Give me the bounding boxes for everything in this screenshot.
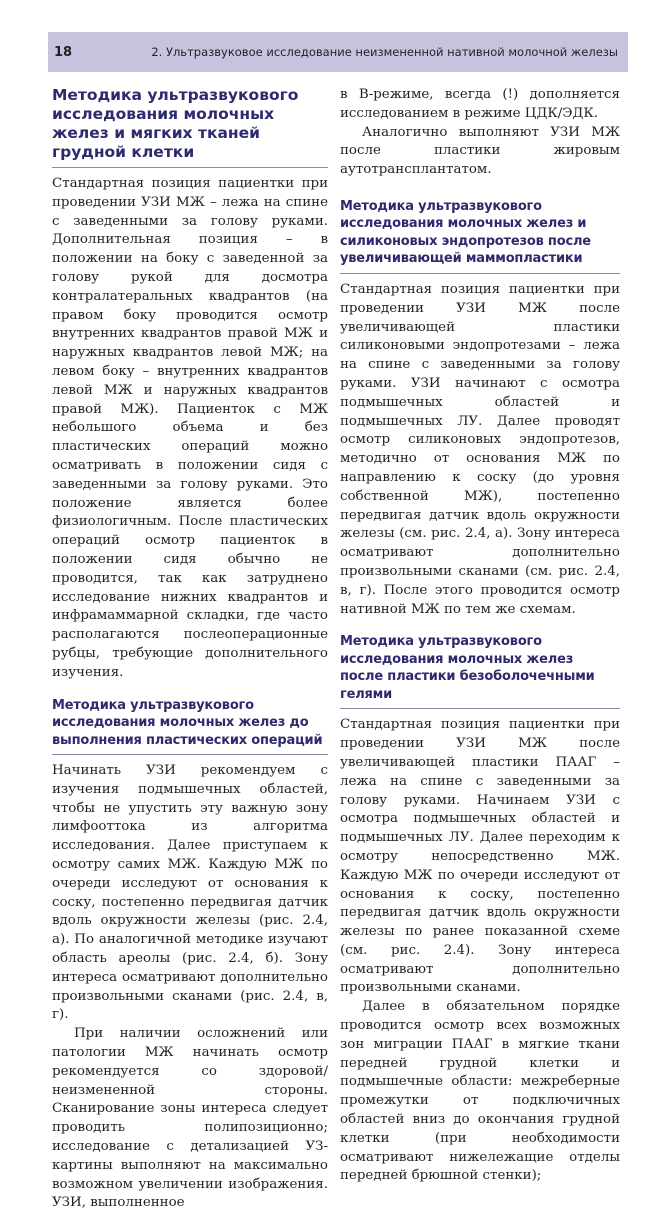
right-column [340, 86, 620, 1186]
section-heading-silicone-implants: Методика ультразвукового исследования молочных желез и силиконовых эндопротезов после увеличивающей маммопластики [340, 198, 620, 274]
paragraph-silicone-implants: Стандартная позиция пациентки при проведении УЗИ МЖ после увеличивающей пластики силиконовыми эндопротезами – лежа на спине с заведенными за голову руками. УЗИ начинают с осмотра подмышечных областей и подмышечных ЛУ. Далее проводят осмотр силиконовых эндопротезов, методично от основания МЖ по направлению к соску (до уровня собственной МЖ), постепенно передвигая датчик вдоль окружности железы (см. рис. 2.4, а). Зону интереса осматривают дополнительно произвольными сканами (см. рис. 2.4, в, г). После этого проводится осмотр нативной МЖ по тем же схемам. [340, 281, 620, 617]
page-number: 18 [54, 44, 73, 60]
section-heading-gel-plasty: Методика ультразвукового исследования молочных желез после пластики безоболочечными гелями [340, 633, 620, 709]
paragraph-before-surgery-2: При наличии осложнений или патологии МЖ начинать осмотр рекомендуется со здоровой/неизмененной стороны. Сканирование зоны интереса следует проводить полипозиционно; исследование с детализацией УЗ-картины выполняют на максимально возможном увеличении изображения. УЗИ, выполненное [52, 1026, 328, 1211]
paragraph-gel-plasty-1: Стандартная позиция пациентки при проведении УЗИ МЖ после увеличивающей пластики ПААГ – лежа на спине с заведенными за голову руками. Начинаем УЗИ с осмотра подмышечных областей и подмышечных ЛУ. Далее переходим к осмотру непосредственно МЖ. Каждую МЖ по очереди исследуют от основания к соску, постепенно передвигая датчик вдоль окружности железы по ранее показанной схеме (см. рис. 2.4). Зону интереса осматривают дополнительно произвольными сканами. [340, 717, 620, 996]
running-header [48, 32, 628, 72]
paragraph-continuation: в В-режиме, всегда (!) дополняется исследованием в режиме ЦДК/ЭДК. [340, 87, 620, 121]
paragraph-before-surgery-1: Начинать УЗИ рекомендуем с изучения подмышечных областей, чтобы не упустить эту важную зону лимфооттока из алгоритма исследования. Далее приступаем к осмотру самих МЖ. Каждую МЖ по очереди исследуют от основания к соску, постепенно передвигая датчик вдоль окружности железы (рис. 2.4, а). По аналогичной методике изучают область ареолы (рис. 2.4, б). Зону интереса осматривают дополнительно произвольными сканами (рис. 2.4, в, г). [52, 763, 328, 1023]
section-heading-before-surgery: Методика ультразвукового исследования молочных желез до выполнения пластических операций [52, 697, 328, 756]
paragraph-standard-position: Стандартная позиция пациентки при проведении УЗИ МЖ – лежа на спине с заведенными за голову руками. Дополнительная позиция – в положении на боку с заведенной за голову рукой для досмотра контралатеральных квадрантов (на правом боку проводится осмотр внутренних квадрантов правой МЖ и наружных квадрантов левой МЖ; на левом боку – внутренних квадрантов левой МЖ и наружных квадрантов правой МЖ). Пациенток с МЖ небольшого объема и без пластических операций можно осматривать в положении сидя с заведенными за голову руками. Это положение является более физиологичным. После пластических операций осмотр пациенток в положении сидя обычно не проводится, так как затруднено исследование нижних квадрантов и инфрамаммарной складки, где часто располагаются послеоперационные рубцы, требующие дополнительного изучения. [52, 176, 328, 680]
section-heading-methodology: Методика ультразвукового исследования молочных желез и мягких тканей грудной клетки [52, 86, 328, 168]
paragraph-fat-graft: Аналогично выполняют УЗИ МЖ после пластики жировым аутотрансплантатом. [340, 124, 620, 178]
running-title: 2. Ультразвуковое исследование неизмененной нативной молочной железы [151, 45, 618, 59]
paragraph-gel-plasty-2: Далее в обязательном порядке проводится осмотр всех возможных зон миграции ПААГ в мягкие ткани передней грудной клетки и подмышечные области: межреберные промежутки от подключичных областей вниз до окончания грудной клетки (при необходимости осматривают нижележащие отделы передней брюшной стенки); [340, 999, 620, 1184]
left-column [52, 86, 328, 1213]
